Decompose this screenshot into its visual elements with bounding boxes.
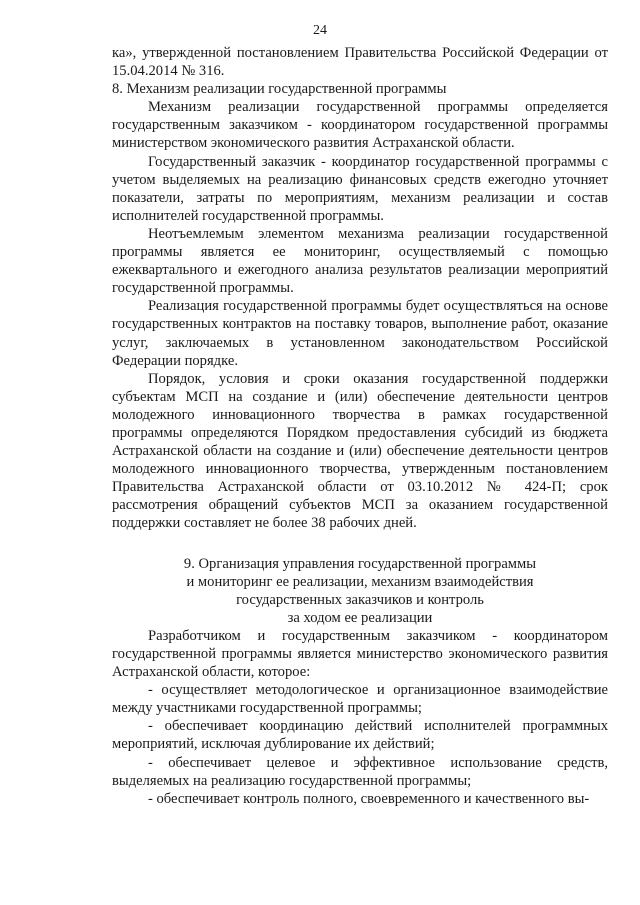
section-9-title-line-4: за ходом ее реализации bbox=[287, 609, 433, 626]
page-number: 24 bbox=[313, 23, 327, 38]
section-9-list-item-1: - осуществляет методологическое и организационное взаимодействие между участниками государственной программы; bbox=[112, 682, 608, 717]
section-9-list-item-4: - обеспечивает контроль полного, своевременного и качественного вы- bbox=[148, 790, 590, 807]
section-9-list-item-3: - обеспечивает целевое и эффективное использование средств, выделяемых на реализацию государственной программы; bbox=[112, 754, 608, 789]
document-body bbox=[112, 44, 608, 808]
section-9-title-line-2: и мониторинг ее реализации, механизм взаимодействия bbox=[186, 573, 534, 590]
section-9-paragraph-1: Разработчиком и государственным заказчиком - координатором государственной программы является министерство экономического развития Астраханской области, которое: bbox=[112, 627, 608, 681]
section-8-paragraph-1: Механизм реализации государственной программы определяется государственным заказчиком - координатором государственной программы министерством экономического развития Астраханской области. bbox=[112, 99, 608, 152]
section-9-title bbox=[112, 555, 608, 627]
section-9-title-line-3: государственных заказчиков и контроль bbox=[236, 591, 484, 608]
section-8-title: 8. Механизм реализации государственной программы bbox=[112, 81, 447, 98]
section-9-title-line-1: 9. Организация управления государственной программы bbox=[183, 555, 537, 572]
intro-text: ка», утвержденной постановлением Правительства Российской Федерации от 15.04.2014 № 316. bbox=[112, 45, 608, 80]
section-8-paragraph-5: Порядок, условия и сроки оказания государственной поддержки субъектам МСП на создание и (или) обеспечение деятельности центров молодежного инновационного творчества в рамках государственной программы определяются Порядком предоставления субсидий из бюджета Астраханской области на создание и (или) обеспечение деятельности центров молодежного инновационного творчества, утвержденным постановлением Правительства Астраханской области от 03.10.2012 № 424-П; срок рассмотрения обращений субъектов МСП за оказанием государственной поддержки составляет не более 38 рабочих дней. bbox=[112, 370, 608, 532]
section-8-paragraph-4: Реализация государственной программы будет осуществляться на основе государственных контрактов на поставку товаров, выполнение работ, оказание услуг, заключаемых в установленном законодательством Российской Федерации порядке. bbox=[112, 298, 608, 369]
section-8-paragraph-2: Государственный заказчик - координатор государственной программы с учетом выделяемых на реализацию финансовых средств ежегодно уточняет показатели, затраты по мероприятиям, механизм реализации и состав исполнителей государственной программы. bbox=[112, 153, 608, 224]
section-9-list-item-2: - обеспечивает координацию действий исполнителей программных мероприятий, исключая дублирование их действий; bbox=[112, 718, 608, 753]
section-8-paragraph-3: Неотъемлемым элементом механизма реализации государственной программы является ее мониторинг, осуществляемый с помощью ежеквартального и ежегодного анализа результатов реализации мероприятий государственной программы. bbox=[112, 225, 608, 297]
